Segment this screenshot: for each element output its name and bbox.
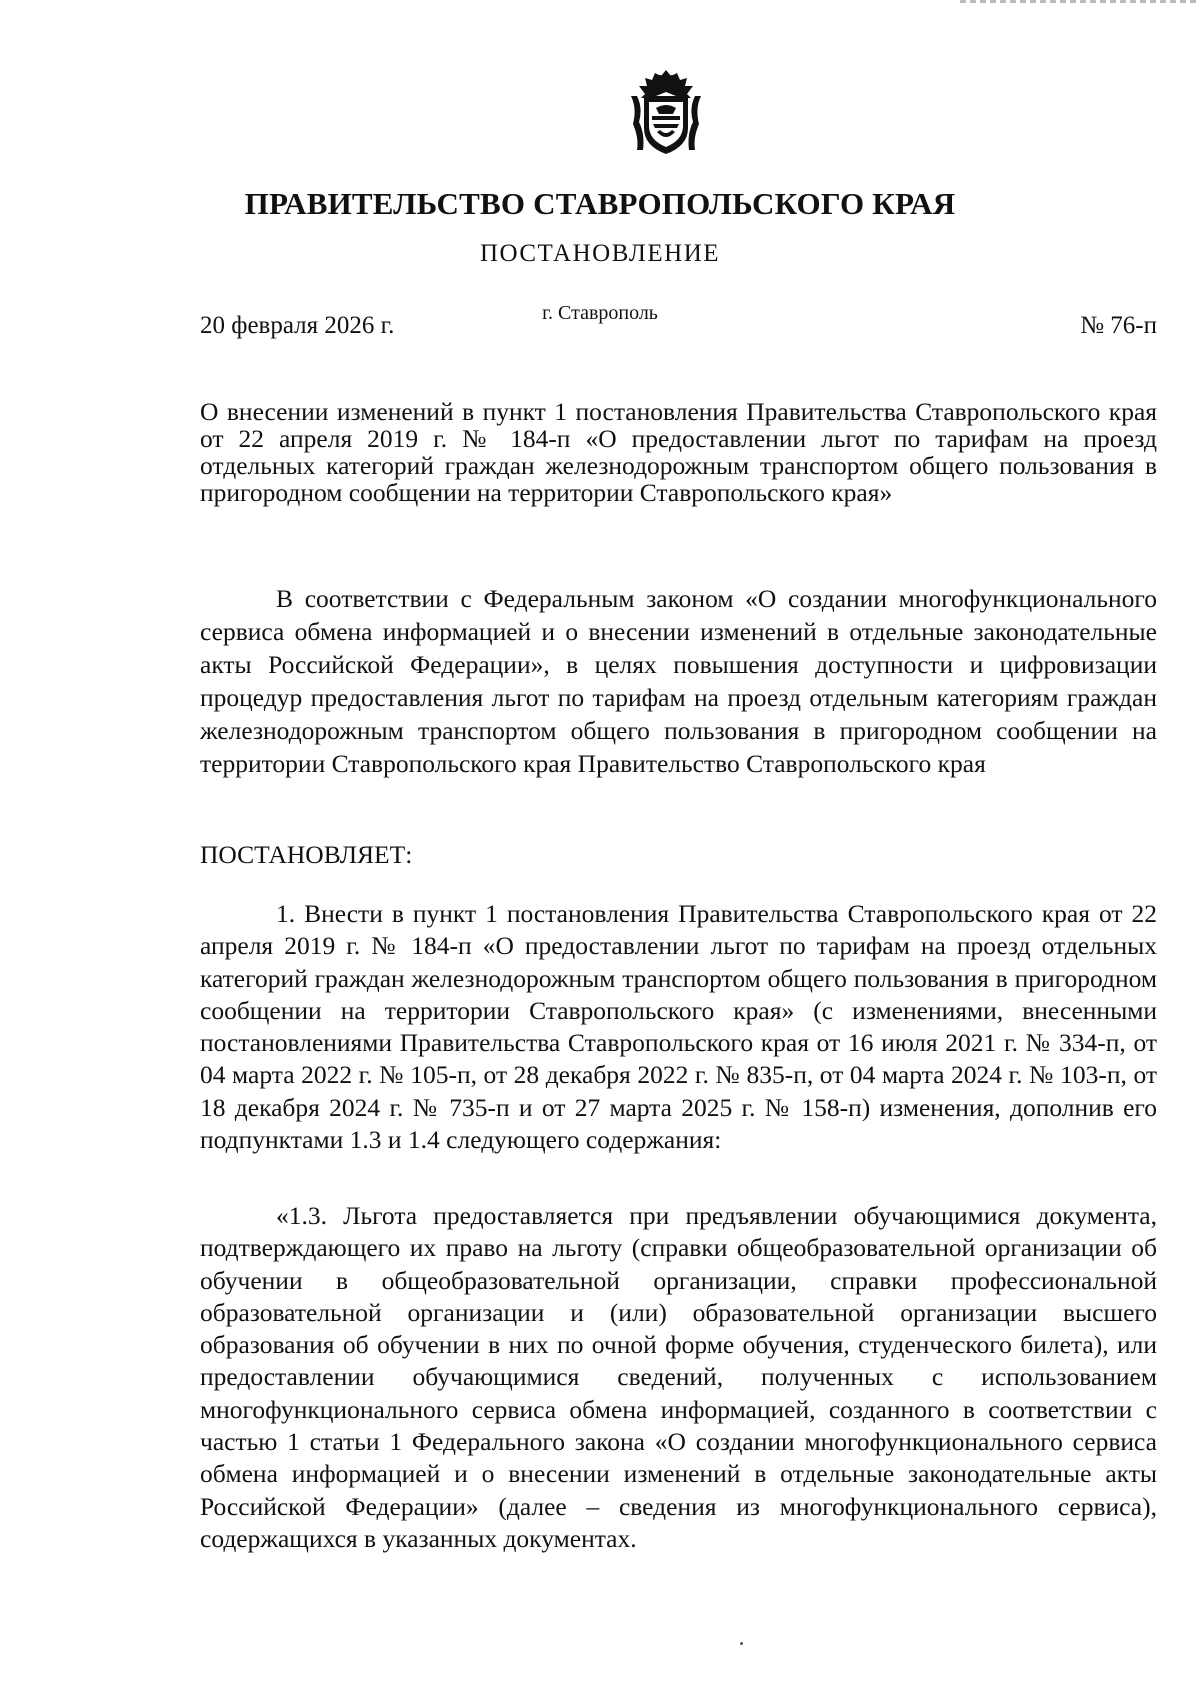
government-title: ПРАВИТЕЛЬСТВО СТАВРОПОЛЬСКОГО КРАЯ (244, 186, 956, 221)
document-subject: О внесении изменений в пункт 1 постановления Правительства Ставропольского края от 22 апреля 2019 г. № 184-п «О предоставлении льгот по тарифам на проезд отдельных категорий граждан железнодорожным транспортом общего пользования в пригородном сообщении на территории Ставропольского края» (200, 397, 1157, 507)
document-number: № 76-п (1080, 312, 1157, 339)
document-type: ПОСТАНОВЛЕНИЕ (479, 240, 721, 267)
coat-of-arms-icon (627, 68, 705, 156)
scan-speck (740, 1642, 743, 1645)
item-1-3-paragraph: «1.3. Льгота предоставляется при предъявлении обучающимися документа, подтверждающего их право на льготу (справки общеобразовательной организации об обучении в общеобразовательной организации, справки профессиональной образовательной организации и (или) образовательной организации высшего образования об обучении в них по очной форме обучения, студенческого билета), или предоставлении обучающимися сведений, полученных с использованием многофункционального сервиса обмена информацией, созданного в соответствии с частью 1 статьи 1 Федерального закона «О создании многофункционального сервиса обмена информацией и о внесении изменений в отдельные законодательные акты Российской Федерации» (далее – сведения из многофункционального сервиса), содержащихся в указанных документах. (200, 1201, 1157, 1553)
item-1-paragraph: 1. Внести в пункт 1 постановления Правительства Ставропольского края от 22 апреля 2019 г. № 184-п «О предоставлении льгот по тарифам на проезд отдельных категорий граждан железнодорожным транспортом общего пользования в пригородном сообщении на территории Ставропольского края» (с изменениями, внесенными постановлениями Правительства Ставропольского края от 16 июля 2021 г. № 334-п, от 04 марта 2022 г. № 105-п, от 28 декабря 2022 г. № 835-п, от 04 марта 2024 г. № 103-п, от 18 декабря 2024 г. № 735-п и от 27 марта 2025 г. № 158-п) изменения, дополнив его подпунктами 1.3 и 1.4 следующего содержания: (200, 899, 1157, 1155)
scan-edge-mark (960, 0, 1200, 3)
preamble-paragraph: В соответствии с Федеральным законом «О создании многофункционального сервиса обмена информацией и о внесении изменений в отдельные законодательные акты Российской Федерации», в целях повышения доступности и цифровизации процедур предоставления льгот по тарифам на проезд отдельным категориям граждан железнодорожным транспортом общего пользования в пригородном сообщении на территории Ставропольского края Правительство Ставропольского края (200, 584, 1157, 778)
document-date: 20 февраля 2026 г. (200, 312, 395, 339)
document-city: г. Ставрополь (542, 302, 658, 324)
decree-word: ПОСТАНОВЛЯЕТ: (200, 840, 413, 869)
